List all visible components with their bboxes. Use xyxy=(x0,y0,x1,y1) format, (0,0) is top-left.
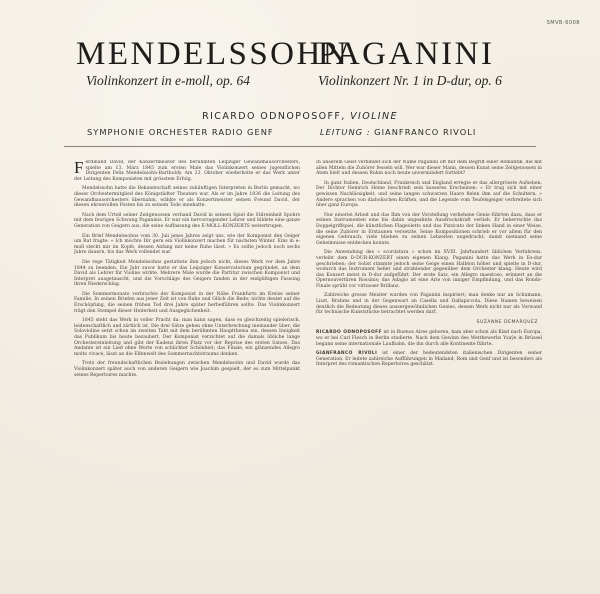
soloist-name: RICARDO ODNOPOSOFF, xyxy=(202,111,346,122)
notes-paragraph: Die rege Tätigkeit Mendelssohns gestattete ihm jedoch nicht, dieses Werk vor dem Jahre 1844 zu beenden. Ein Jahr zuvor hatte er das Leipziger Konservatorium gegründet, an dem David als Lehrer für Violine wirkte. Mehrere Male wurde die Partitur zwischen Komponist und Interpret ausgetauscht, und die Vorschläge des Geigers fanden in der endgültigen Fassung ihren Niederschlag. xyxy=(74,259,300,288)
soloist-credit xyxy=(0,111,600,122)
notes-paragraph: Nur einerlei Arbeit und das Ihm von der Vorstellung verliehene Genie führten dazu, dass er seinen Instrumenten eine bis dahin ungeahnte Ausdruckskraft verlieh. Er beherrschte das Doppelgriffspiel, die künstlichen Flageoletts und das Pizzicato der linken Hand in einer Weise, die seine Zuhörer in Erstaunen versetzte. Seine Kompositionen schrieb er vor allem für den eigenen Gebrauch; viele blieben zu seinen Lebzeiten ungedruckt, damit niemand seine Geheimnisse entdecken konnte. xyxy=(316,212,542,246)
bio-name: GIANFRANCO RIVOLI xyxy=(316,351,378,357)
author-signature: SUZANNE DEMARQUEZ xyxy=(476,319,538,325)
artist-bio: RICARDO ODNOPOSOFF ist in Buenos Aires geboren, kam aber schon als Kind nach Europa, wo er bei Carl Flesch in Berlin studierte. Nach dem Gewinn des Wettbewerbs Ysaÿe in Brüssel begann seine internationale Laufbahn, die ihn durch alle Kontinente führte. xyxy=(316,330,542,347)
composer-left-title: MENDELSSOHN xyxy=(76,36,350,72)
catalog-number: SMVB-6008 xyxy=(546,20,580,26)
soloist-role: VIOLINE xyxy=(350,111,398,122)
notes-paragraph: Zahlreiche grosse Meister wurden von Paganini inspiriert; man denke nur an Schumann, Liszt, Brahms und in der Gegenwart an Casella und Dallapiccola. Diese Namen beweisen deutlich die Bedeutung dieses aussergewöhnlichen Genies, dessen Werk nicht nur als Vorwand für technische Kunststücke betrachtet werden darf. xyxy=(316,293,542,316)
notes-paragraph: Mendelssohn hatte die Bekanntschaft seines zukünftigen Interpreten in Berlin gemacht, wo dieser Orchestermitglied des Königstädter Theaters war. Als er im Jahre 1836 die Leitung des Gewandhausorchesters übernahm, wählte er als Konzertmeister seinen Freund David, der diesen ehrenvollen Posten bis zu seinem Tode innehatte. xyxy=(74,186,300,209)
notes-paragraph: Die Anwendung des « scordatura » schon im XVIII. Jahrhundert üblichen Verfahrens, verleiht dem D-DUR-KONZERT einen eigenen Klang. Paganini hatte das Werk in Es-dur geschrieben; der Solist stimmte jedoch seine Geige einen Halbton höher und spielte in D-dur, wodurch das Instrument heller und strahlender gegenüber dem Orchester klang. Heute wird das Konzert meist in D-dur aufgeführt. Der erste Satz, ein Allegro maestoso, erinnert an die Opernouvertüren Rossinis; das Adagio ist eine Arie von inniger Empfindung, und das Rondo-Finale sprüht vor virtuoser Brillanz. xyxy=(316,250,542,289)
notes-paragraph: Trotz der freundschaftlichen Beziehungen zwischen Mendelssohn und David wurde das Violinkonzert später auch von anderen Geigern wie Joachim gespielt, der es zum Mittelpunkt seines Repertoires machte. xyxy=(74,361,300,378)
notes-paragraph: Die Sommermonate verbrachte der Komponist in der Nähe Frankfurts im Kreise seiner Familie. In seinen Briefen aus jener Zeit ist von Ruhe und Glück die Rede; nichts deutet auf die Erschöpfung, die seinen frühen Tod drei Jahre später herbeiführen sollte. Das Violinkonzert trägt den Stempel dieser Heiterkeit und Ausgeglichenheit. xyxy=(74,291,300,314)
notes-paragraph: 1845 steht das Werk in voller Pracht da: man kann sagen, dass es gleichzeitig spielerisch, leidenschaftlich und zärtlich ist. Die drei Sätze gehen ohne Unterbrechung ineinander über; die Solovioline setzt schon im zweiten Takt mit dem berühmten Hauptthema ein, dessen Innigkeit das Publikum bis heute bezaubert. Der Komponist verzichtet auf die damals übliche lange Orchestereinleitung und gibt der Kadenz ihren Platz vor der Reprise des ersten Satzes. Das Andante ist ein Lied ohne Worte von schlichter Schönheit; das Finale, ein glänzendes Allegro molto vivace, lässt an die Elfenwelt des Sommernachtstraums denken. xyxy=(74,318,300,357)
conductor-credit xyxy=(320,127,476,137)
notes-paragraph: Ein Brief Mendelssohns vom 30. Juli jenes Jahres zeigt uns, wie der Komponist den Geiger um Rat fragte: « Ich möchte Dir gern ein Violinkonzert machen für nächsten Winter. Eins in e-moll steckt mir im Kopfe, dessen Anfang mir keine Ruhe lässt. » Es sollte jedoch noch sechs Jahre dauern, bis das Werk vollendet war. xyxy=(74,233,300,256)
artist-bio: GIANFRANCO RIVOLI ist einer der bedeutendsten italienischen Dirigenten seiner Generation. Er leitete zahlreiche Aufführungen in Mailand, Rom und Genf und ist besonders als Interpret des romantischen Repertoires geschätzt. xyxy=(316,351,542,368)
conductor-name: GIANFRANCO RIVOLI xyxy=(374,127,477,137)
work-left-subtitle: Violinkonzert in e-moll, op. 64 xyxy=(86,73,250,88)
bio-name: RICARDO ODNOPOSOFF xyxy=(316,330,382,336)
conductor-role: LEITUNG : xyxy=(320,127,371,137)
liner-notes-left-column xyxy=(74,160,300,568)
orchestra-credit: SYMPHONIE ORCHESTER RADIO GENF xyxy=(87,127,274,137)
liner-notes-right-column xyxy=(316,160,542,568)
divider-rule xyxy=(64,146,536,147)
drop-cap: F xyxy=(74,160,84,177)
work-right-subtitle: Violinkonzert Nr. 1 in D-dur, op. 6 xyxy=(318,73,502,88)
notes-paragraph: Nach dem Urteil seiner Zeitgenossen verband David in seinem Spiel die Stilreinheit Spohrs mit dem feurigen Schwung Paganinis. Er war ein hervorragender Lehrer und bildete eine ganze Generation von Geigern aus, die seine Auffassung des E-MOLL-KONZERTS weitertrugen. xyxy=(74,212,300,229)
notes-paragraph: In ganz Italien, Deutschland, Frankreich und England erregte er das allergrösste Aufsehen. Der Dichter Heinrich Heine beschrieb sein äusseres Erscheinen: « Er trug sich mit einer gewissen Nachlässigkeit, und seine langen schwarzen Haare fielen ihm auf die Schultern. » Andere sprachen von diabolischen Kräften, und die Legende vom Teufelsgeiger verbreitete sich über ganz Europa. xyxy=(316,180,542,209)
notes-paragraph: In unserem Geist verbindet sich der Name Paganini oft mit dem Begriff einer Romantik, die mit allen Mitteln die Zuhörer fesseln will. Wer war dieser Mann, dessen Kunst seine Zeitgenossen in Atem hielt und dessen Ruhm noch heute unvermindert fortlebt? xyxy=(316,160,542,177)
notes-paragraph: Ferdinand David, der Konzertmeister des berühmten Leipziger Gewandhausorchesters, spielte am 13. März 1845 zum ersten Male das Violinkonzert seines jugendlichen Dirigenten Felix Mendelssohn-Bartholdy. Am 23. Oktober wiederholte er das Werk unter der Leitung des Komponisten mit grösstem Erfolg. xyxy=(74,160,300,182)
composer-right-title: PAGANINI xyxy=(318,36,495,72)
